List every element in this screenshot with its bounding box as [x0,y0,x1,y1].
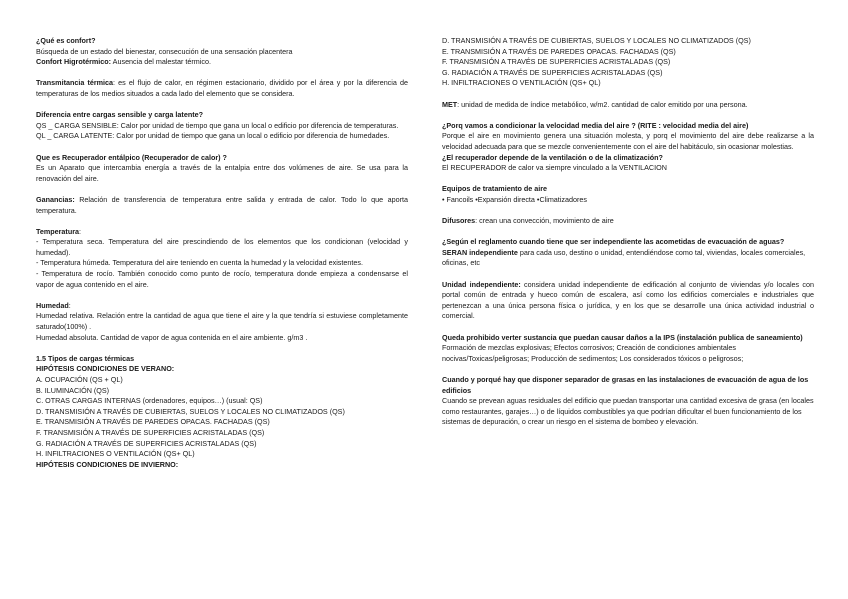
list-item: E. TRANSMISIÓN A TRAVÉS DE PAREDES OPACAS. FACHADAS (QS) [442,46,676,56]
humedad-relativa: Humedad relativa. Relación entre la cantidad de agua que tiene el aire y la que tendría si estuviese completamente saturado(100%) . [36,311,408,332]
transmitancia-text: : es el flujo de calor, en régimen estacionario, dividido por el área y por la diferencia de temperaturas de los medios situados a cada lado del elemento que se considera. [36,78,408,98]
confort-higrotermico [36,57,408,68]
reglamento-paragraph [442,248,814,269]
list-item: A. OCUPACIÓN (QS + QL) [36,375,123,384]
ganancias-paragraph [36,195,408,216]
temperatura-rocio: - Temperatura de rocío. También conocido como punto de rocío, temperatura donde empieza a condensarse el vapor de agua contenido en el aire. [36,269,408,289]
separador-heading: Cuando y porqué hay que disponer separador de grasas en las instalaciones de evacuación de agua de los edificios [442,375,809,395]
section-prohibido [442,333,814,365]
prohibido-line-1: Formación de mezclas explosivas; Efectos corrosivos; Creación de condiciones ambientales [442,343,737,353]
section-confort [36,36,408,68]
temperatura-colon: : [79,226,82,236]
temperatura-heading: Temperatura [36,226,80,236]
list-item: C. OTRAS CARGAS INTERNAS (ordenadores, equipos…) (usual: QS) [36,396,263,406]
section-tipos-cargas [36,354,408,471]
ganancias-label: Ganancias: [36,194,75,204]
temperatura-humeda: - Temperatura húmeda. Temperatura del aire teniendo en cuenta la humedad y la velocidad existentes. [36,258,363,268]
list-item: G. RADIACIÓN A TRAVÉS DE SUPERFICIES ACRISTALADAS (QS) [442,67,663,77]
section-recuperador [36,153,408,185]
unidad-text: considera unidad independiente de edificación al conjunto de viviendas y/o locales con portal común de entrada y hueco común de escalera, así como los edificios comerciales e industriales que pertenezcan a una única persona física o jurídica, y en los que se desarrolle una única actividad industrial o comercial. [442,279,815,321]
section-difusores [442,216,814,227]
verano-heading: HIPÓTESIS CONDICIONES DE VERANO: [36,364,175,374]
list-item: H. INFILTRACIONES O VENTILACIÓN (QS+ QL) [442,78,601,88]
humedad-colon: : [68,300,71,310]
ganancias-text: Relación de transferencia de temperatura entre salida y entrada de calor. Todo lo que aporta temperatura. [36,194,408,215]
separador-text: Cuando se prevean aguas residuales del edificio que puedan transportar una cantidad excesiva de grasa (en locales como restaurantes, garajes…) o de líquidos combustibles ya que podrían dificultar el buen funcionamiento de los sistemas de depuración, o crear un riesgo en el sistema de bombeo y elevación. [442,396,814,427]
temperatura-heading-line [36,227,408,238]
list-item: D. TRANSMISIÓN A TRAVÉS DE CUBIERTAS, SUELOS Y LOCALES NO CLIMATIZADOS (QS) [36,406,345,416]
section-equipos [442,184,814,205]
section-invierno-list [442,36,814,89]
equipos-heading: Equipos de tratamiento de aire [442,184,548,194]
recuperador-answer: El RECUPERADOR de calor va siempre vinculado a la VENTILACION [442,163,667,173]
right-column [442,36,814,428]
confort-higrotermico-text: Ausencia del malestar térmico. [111,57,211,67]
humedad-heading-line [36,301,408,312]
section-velocidad [442,121,814,174]
temperatura-seca: - Temperatura seca. Temperatura del aire prescindiendo de los elementos que los condicionan (velocidad y humedad). [36,237,408,257]
section-separador [442,375,814,428]
reglamento-text: para cada uso, destino o unidad, entendiéndose como tal, viviendas, locales comerciales, oficinas, etc [442,247,806,268]
difusores-label: Difusores [442,216,476,226]
met-paragraph [442,100,814,111]
invierno-heading: HIPÓTESIS CONDICIONES DE INVIERNO: [36,459,179,469]
list-item: D. TRANSMISIÓN A TRAVÉS DE CUBIERTAS, SUELOS Y LOCALES NO CLIMATIZADOS (QS) [442,36,751,45]
transmitancia-paragraph [36,78,408,99]
equipos-list: • Fancoils •Expansión directa •Climatizadores [442,194,587,204]
difusores-text: : crean una convección, movimiento de aire [475,216,614,226]
recuperador-question: ¿El recuperador depende de la ventilación o de la climatización? [442,152,663,162]
velocidad-text: Porque el aire en movimiento genera una situación molesta, y porq el movimiento del aire debe realizarse a la velocidad adecuada para que se mezcle convenientemente con el aire del habitáculo, sin ocasionar molestias. [442,131,814,151]
unidad-paragraph [442,280,814,322]
section-met [442,100,814,111]
reglamento-heading: ¿Según el reglamento cuando tiene que ser independiente las acometidas de evacuación de aguas? [442,237,785,247]
list-item: B. ILUMINACIÓN (QS) [36,385,110,395]
list-item: F. TRANSMISIÓN A TRAVÉS DE SUPERFICIES ACRISTALADAS (QS) [36,427,265,437]
left-column [36,36,408,470]
section-ganancias [36,195,408,216]
list-item: G. RADIACIÓN A TRAVÉS DE SUPERFICIES ACRISTALADAS (QS) [36,438,257,448]
recuperador-text: Es un Aparato que intercambia energía a través de la entalpia entre dos volúmenes de aire. Se usa para la renovación del aire. [36,163,408,183]
humedad-heading: Humedad [36,300,69,310]
tipos-heading: 1.5 Tipos de cargas térmicas [36,353,135,363]
cargas-heading: Diferencia entre cargas sensible y carga latente? [36,110,203,120]
section-cargas [36,110,408,142]
carga-sensible: QS _ CARGA SENSIBLE: Calor por unidad de tiempo que gana un local o edificio por diferencia de temperaturas. [36,120,399,130]
confort-definition: Búsqueda de un estado del bienestar, consecución de una sensación placentera [36,46,293,56]
confort-heading: ¿Qué es confort? [36,36,96,45]
met-text: : unidad de medida de índice metabólico, w/m2. cantidad de calor emitido por una persona. [457,99,748,109]
list-item: E. TRANSMISIÓN A TRAVÉS DE PAREDES OPACAS. FACHADAS (QS) [36,417,270,427]
transmitancia-label: Transmitancia térmica [36,78,114,88]
section-reglamento [442,237,814,269]
section-temperatura [36,227,408,291]
list-item: F. TRANSMISIÓN A TRAVÉS DE SUPERFICIES ACRISTALADAS (QS) [442,57,671,67]
section-unidad [442,280,814,322]
unidad-label: Unidad independiente: [442,279,521,289]
confort-higrotermico-label: Confort Higrotérmico: [36,57,112,67]
humedad-absoluta: Humedad absoluta. Cantidad de vapor de agua contenida en el aire ambiente. g/m3 . [36,332,308,342]
carga-latente: QL _ CARGA LATENTE: Calor por unidad de tiempo que gana un local o edificio por diferencia de humedades. [36,131,390,141]
recuperador-heading: Que es Recuperador entálpico (Recuperador de calor) ? [36,152,227,162]
prohibido-heading: Queda prohibido verter sustancia que puedan causar daños a la IPS (instalación publica de saneamiento) [442,332,803,342]
velocidad-heading: ¿Porq vamos a condicionar la velocidad media del aire ? (RITE : velocidad media del aire) [442,120,749,130]
prohibido-line-2: nocivas/Toxicas/peligrosas; Producción de sedimentos; Los considerados tóxicos o peligrosos; [442,353,744,363]
list-item: H. INFILTRACIONES O VENTILACIÓN (QS+ QL) [36,449,195,459]
reglamento-label: SERAN independiente [442,247,518,257]
met-label: MET [442,99,458,109]
section-humedad [36,301,408,343]
section-transmitancia [36,78,408,99]
difusores-paragraph [442,216,814,227]
